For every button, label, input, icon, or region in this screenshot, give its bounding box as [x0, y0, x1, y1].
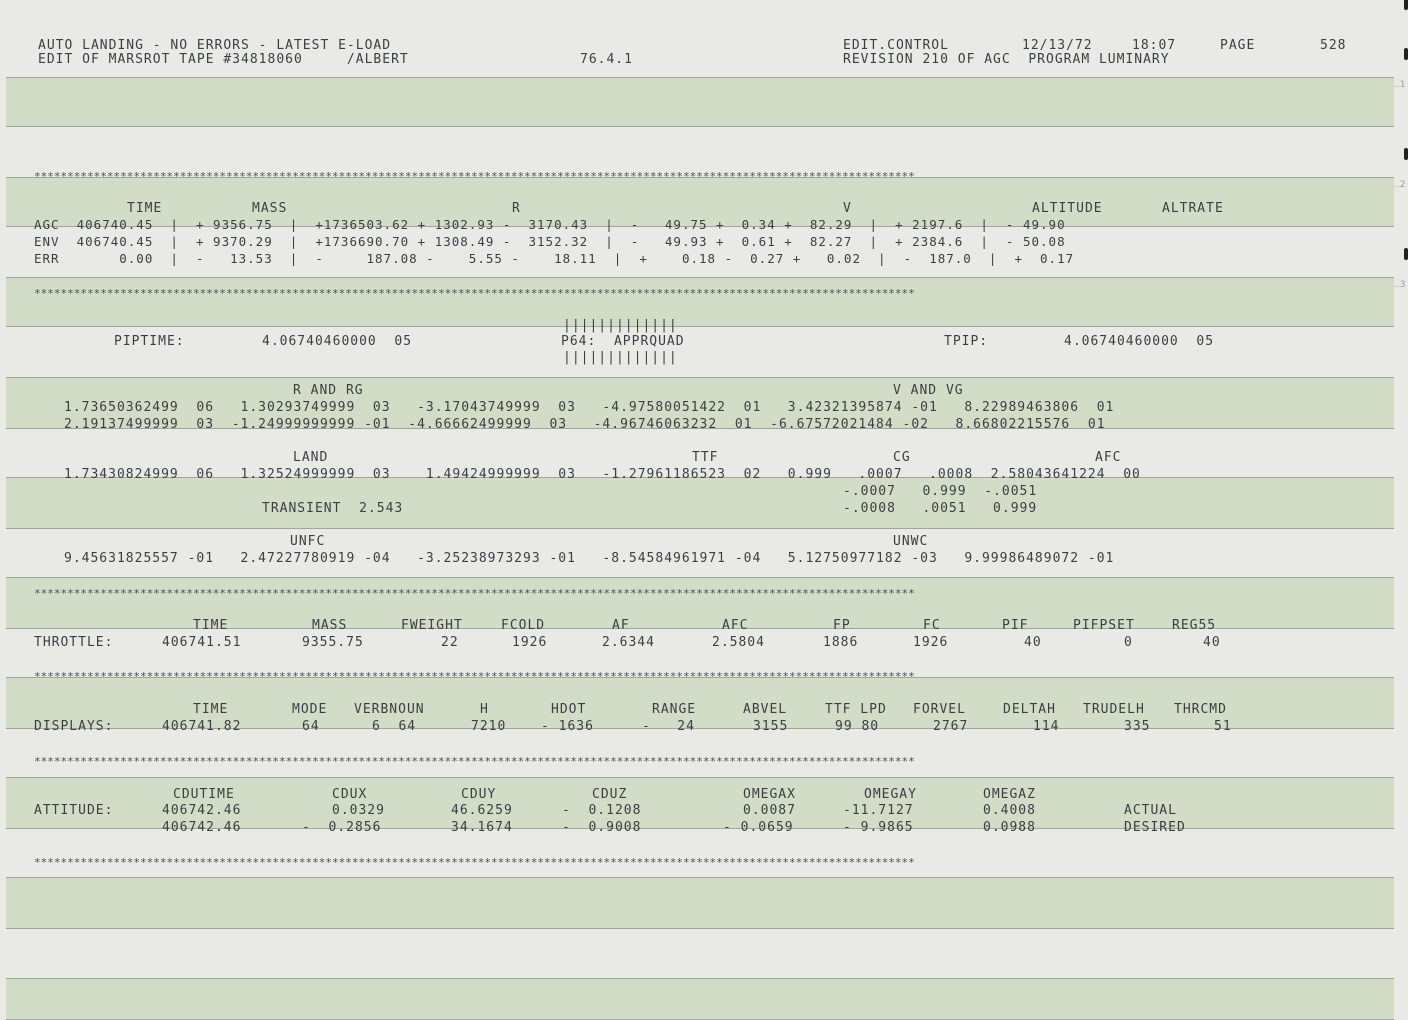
throttle-h-time: TIME [193, 618, 229, 633]
displays-h-abvel: ABVEL [743, 702, 788, 717]
throttle-v-fcold: 1926 [512, 635, 548, 650]
summary-row-env: ENV 406740.45 | + 9370.29 | +1736690.70 + 1308.49 - 3152.32 | - 49.93 + 0.61 + 82.27 | + 2384.6 | - 50.08 [34, 234, 1066, 249]
throttle-v-pif: 40 [1024, 635, 1042, 650]
margin-mark: ..2 [1394, 180, 1406, 190]
displays-v-mode: 64 [302, 719, 320, 734]
displays-v-forvel: 2767 [933, 719, 969, 734]
displays-v-deltah: 114 [1033, 719, 1060, 734]
attitude-desired-label: DESIRED [1124, 820, 1186, 835]
header-version: 76.4.1 [580, 52, 633, 67]
cg-row-2: -.0007 0.999 -.0051 [843, 484, 1038, 499]
v-and-vg-header: V AND VG [893, 383, 964, 398]
displays-h-mode: MODE [292, 702, 328, 717]
asterisk-separator: ************************************************************************************************************************************* [34, 587, 915, 600]
band-1 [6, 77, 1394, 127]
edge-mark [1404, 148, 1408, 160]
attitude-h-cduy: CDUY [461, 787, 497, 802]
displays-h-trudelh: TRUDELH [1083, 702, 1145, 717]
margin-mark: ..3 [1394, 280, 1406, 290]
displays-v-abvel: 3155 [753, 719, 789, 734]
summary-header-r: R [512, 201, 521, 216]
edge-mark [1404, 248, 1408, 260]
attitude-label: ATTITUDE: [34, 803, 114, 818]
displays-v-ttflpd: 99 80 [835, 719, 880, 734]
summary-header-altrate: ALTRATE [1162, 201, 1224, 216]
summary-row-agc: AGC 406740.45 | + 9356.75 | +1736503.62 + 1302.93 - 3170.43 | - 49.75 + 0.34 + 82.29 | + 2197.6 | - 49.90 [34, 217, 1066, 232]
attitude-h-omegax: OMEGAX [743, 787, 796, 802]
summary-header-time: TIME [127, 201, 163, 216]
displays-h-h: H [480, 702, 489, 717]
displays-v-time: 406741.82 [162, 719, 242, 734]
throttle-h-mass: MASS [312, 618, 348, 633]
piptime-label: PIPTIME: [114, 334, 185, 349]
piptime-value: 4.06740460000 05 [262, 334, 413, 349]
unfc-header: UNFC [290, 534, 326, 549]
header-edit-control: EDIT.CONTROL [843, 38, 949, 53]
throttle-h-fc: FC [923, 618, 941, 633]
asterisk-separator: ************************************************************************************************************************************* [34, 287, 915, 300]
p64-label: P64: APPRQUAD [561, 334, 685, 349]
edge-mark [1404, 48, 1408, 60]
header-title: AUTO LANDING - NO ERRORS - LATEST E-LOAD [38, 38, 392, 53]
header-date: 12/13/72 [1022, 38, 1093, 53]
band-9 [6, 877, 1394, 929]
bars-bottom: ||||||||||||| [563, 350, 678, 365]
throttle-v-fweight: 22 [441, 635, 459, 650]
attitude-r1-omegax: 0.0087 [743, 803, 796, 818]
asterisk-separator: ************************************************************************************************************************************* [34, 670, 915, 683]
throttle-v-reg55: 40 [1203, 635, 1221, 650]
attitude-h-cduz: CDUZ [592, 787, 628, 802]
throttle-h-fp: FP [833, 618, 851, 633]
throttle-h-fcold: FCOLD [501, 618, 546, 633]
displays-v-range: - 24 [642, 719, 695, 734]
land-row: 1.73430824999 06 1.32524999999 03 1.49424999999 03 -1.27961186523 02 0.999 .0007 .0008 2.58043641224 00 [64, 467, 1141, 482]
cg-row-3: -.0008 .0051 0.999 [843, 501, 1038, 516]
attitude-r1-omegay: -11.7127 [843, 803, 914, 818]
displays-h-verbnoun: VERBNOUN [354, 702, 425, 717]
displays-h-hdot: HDOT [551, 702, 587, 717]
displays-h-thrcmd: THRCMD [1174, 702, 1227, 717]
attitude-r2-cdutime: 406742.46 [162, 820, 242, 835]
margin-mark: ..1 [1394, 80, 1406, 90]
attitude-r1-cduy: 46.6259 [451, 803, 513, 818]
vector-row-1: 1.73650362499 06 1.30293749999 03 -3.17043749999 03 -4.97580051422 01 3.42321395874 -01 8.22989463806 01 [64, 400, 1115, 415]
displays-h-forvel: FORVEL [913, 702, 966, 717]
throttle-h-pif: PIF [1002, 618, 1029, 633]
throttle-h-fweight: FWEIGHT [401, 618, 463, 633]
displays-v-h: 7210 [471, 719, 507, 734]
displays-v-hdot: - 1636 [541, 719, 594, 734]
attitude-h-cdutime: CDUTIME [173, 787, 235, 802]
ttf-header: TTF [692, 450, 719, 465]
throttle-h-reg55: REG55 [1172, 618, 1217, 633]
tpip-value: 4.06740460000 05 [1064, 334, 1215, 349]
throttle-v-mass: 9355.75 [302, 635, 364, 650]
header-revision: REVISION 210 OF AGC PROGRAM LUMINARY [843, 52, 1170, 67]
attitude-r2-omegaz: 0.0988 [983, 820, 1036, 835]
throttle-h-afc: AFC [722, 618, 749, 633]
attitude-r2-omegay: - 9.9865 [843, 820, 914, 835]
header-page-label: PAGE [1220, 38, 1256, 53]
tpip-label: TPIP: [944, 334, 989, 349]
asterisk-separator: ************************************************************************************************************************************* [34, 856, 915, 869]
displays-h-deltah: DELTAH [1003, 702, 1056, 717]
summary-row-err: ERR 0.00 | - 13.53 | - 187.08 - 5.55 - 18.11 | + 0.18 - 0.27 + 0.02 | - 187.0 | + 0.17 [34, 251, 1075, 266]
throttle-v-fc: 1926 [913, 635, 949, 650]
displays-label: DISPLAYS: [34, 719, 114, 734]
header-page-number: 528 [1320, 38, 1347, 53]
asterisk-separator: ************************************************************************************************************************************* [34, 170, 915, 183]
throttle-label: THROTTLE: [34, 635, 114, 650]
attitude-h-omegaz: OMEGAZ [983, 787, 1036, 802]
attitude-r1-cdutime: 406742.46 [162, 803, 242, 818]
unwc-header: UNWC [893, 534, 929, 549]
displays-v-thrcmd: 51 [1214, 719, 1232, 734]
transient-value: TRANSIENT 2.543 [262, 501, 404, 516]
cg-header: CG [893, 450, 911, 465]
attitude-r2-cduz: - 0.9008 [562, 820, 642, 835]
band-3 [6, 277, 1394, 327]
unit-vector-row: 9.45631825557 -01 2.47227780919 -04 -3.25238973293 -01 -8.54584961971 -04 5.12750977182 -03 9.99986489072 -01 [64, 551, 1115, 566]
throttle-v-af: 2.6344 [602, 635, 655, 650]
throttle-v-time: 406741.51 [162, 635, 242, 650]
band-5 [6, 477, 1394, 529]
afc-header: AFC [1095, 450, 1122, 465]
summary-header-mass: MASS [252, 201, 288, 216]
displays-h-time: TIME [193, 702, 229, 717]
throttle-v-pifpset: 0 [1124, 635, 1133, 650]
throttle-h-pifpset: PIFPSET [1073, 618, 1135, 633]
edge-mark [1404, 0, 1408, 10]
displays-h-ttflpd: TTF LPD [825, 702, 887, 717]
displays-v-verbnoun: 6 64 [372, 719, 417, 734]
vector-row-2: 2.19137499999 03 -1.24999999999 -01 -4.66662499999 03 -4.96746063232 01 -6.67572021484 -02 8.66802215576 01 [64, 417, 1106, 432]
land-header: LAND [293, 450, 329, 465]
displays-v-trudelh: 335 [1124, 719, 1151, 734]
throttle-v-fp: 1886 [823, 635, 859, 650]
bars-top: ||||||||||||| [563, 318, 678, 333]
attitude-r1-omegaz: 0.4008 [983, 803, 1036, 818]
r-and-rg-header: R AND RG [293, 383, 364, 398]
throttle-v-afc: 2.5804 [712, 635, 765, 650]
attitude-r2-omegax: - 0.0659 [723, 820, 794, 835]
header-time: 18:07 [1132, 38, 1177, 53]
attitude-h-omegay: OMEGAY [864, 787, 917, 802]
attitude-h-cdux: CDUX [332, 787, 368, 802]
displays-h-range: RANGE [652, 702, 697, 717]
attitude-r1-cdux: 0.0329 [332, 803, 385, 818]
header-subtitle: EDIT OF MARSROT TAPE #34818060 /ALBERT [38, 52, 409, 67]
attitude-r1-cduz: - 0.1208 [562, 803, 642, 818]
asterisk-separator: ************************************************************************************************************************************* [34, 755, 915, 768]
throttle-h-af: AF [612, 618, 630, 633]
attitude-r2-cduy: 34.1674 [451, 820, 513, 835]
attitude-actual-label: ACTUAL [1124, 803, 1177, 818]
summary-header-v: V [843, 201, 852, 216]
summary-header-altitude: ALTITUDE [1032, 201, 1103, 216]
attitude-r2-cdux: - 0.2856 [302, 820, 382, 835]
